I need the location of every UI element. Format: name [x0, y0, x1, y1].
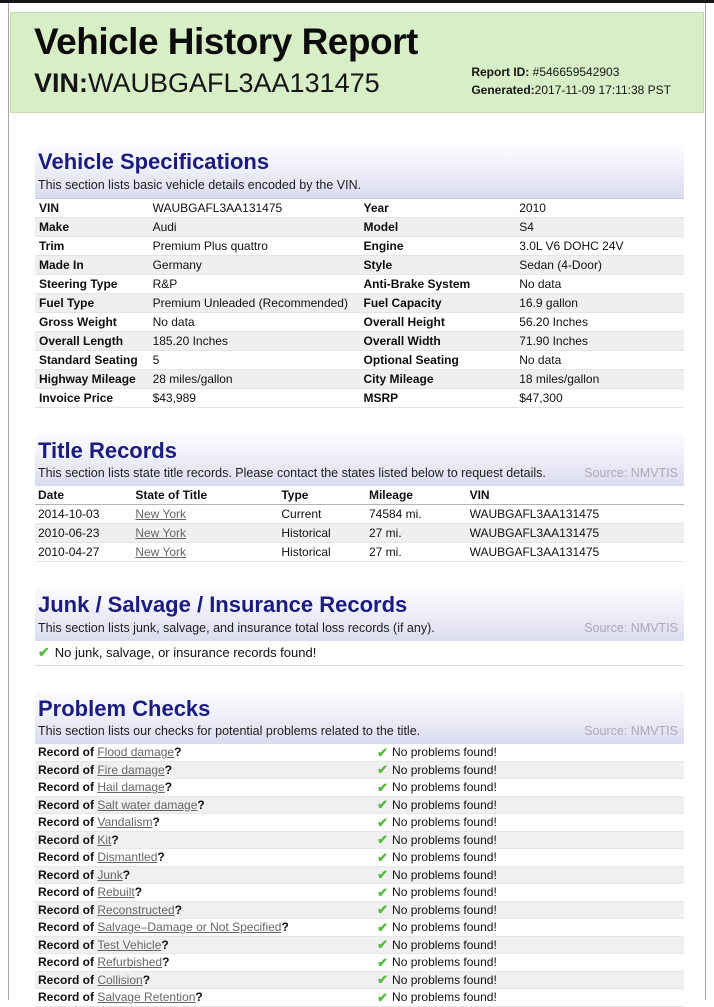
report-header — [10, 12, 704, 113]
spec-label: Gross Weight — [35, 312, 149, 331]
state-of-title-link[interactable]: New York — [135, 526, 187, 540]
question-mark: ? — [161, 937, 169, 952]
record-of-label: Record of — [38, 745, 98, 760]
check-icon: ✔ — [377, 797, 389, 813]
report-id-label: Report ID: — [471, 65, 530, 80]
problem-answer — [377, 903, 497, 917]
problem-check-row — [35, 954, 684, 972]
problem-answer — [377, 868, 497, 882]
no-problems-text: No problems found! — [392, 937, 497, 952]
title-record-cell — [132, 524, 278, 543]
check-icon: ✔ — [377, 814, 389, 830]
specs-table-body — [35, 198, 684, 407]
title-record-row — [35, 505, 684, 524]
spec-value: 71.90 Inches — [515, 331, 684, 350]
problem-answer — [377, 798, 497, 812]
check-icon: ✔ — [377, 972, 389, 988]
record-of-label: Record of — [38, 762, 98, 777]
title-record-row — [35, 543, 684, 562]
question-mark: ? — [162, 955, 170, 970]
no-problems-text: No problems found! — [392, 902, 497, 917]
question-mark: ? — [195, 990, 203, 1005]
spec-label: Engine — [359, 236, 515, 255]
junk-section-subtitle: This section lists junk, salvage, and insurance total loss records (if any). — [38, 620, 435, 635]
problem-answer — [377, 990, 497, 1004]
spec-value: 5 — [149, 350, 360, 369]
problem-question — [38, 903, 377, 917]
question-mark: ? — [174, 745, 182, 760]
no-problems-text: No problems found! — [392, 867, 497, 882]
report-title: Vehicle History Report — [34, 21, 418, 62]
problem-type-link[interactable]: Salt water damage — [97, 797, 198, 812]
spec-value: Sedan (4-Door) — [515, 255, 684, 274]
problems-section-header — [35, 691, 684, 745]
spec-value: $43,989 — [149, 388, 360, 407]
problem-question — [38, 798, 377, 812]
problem-type-link[interactable]: Vandalism — [97, 815, 153, 830]
spec-label: Year — [359, 198, 515, 217]
title-record-cell: 2010-06-23 — [38, 526, 100, 540]
problem-check-row — [35, 832, 684, 850]
spec-value: Audi — [149, 217, 360, 236]
spec-label: Style — [359, 255, 515, 274]
question-mark: ? — [134, 885, 143, 900]
junk-result-text: No junk, salvage, or insurance records found! — [54, 644, 317, 660]
problem-check-row — [35, 744, 684, 762]
spec-value: 56.20 Inches — [515, 312, 684, 331]
record-of-label: Record of — [38, 780, 98, 795]
spec-value: No data — [149, 312, 360, 331]
title-record-cell — [132, 543, 278, 562]
state-of-title-link[interactable]: New York — [135, 545, 187, 559]
problem-answer — [377, 745, 497, 759]
title-records-section-subtitle: This section lists state title records. Please contact the states listed below to request details. — [38, 466, 546, 480]
spec-value: $47,300 — [515, 388, 684, 407]
spec-value: R&P — [149, 274, 360, 293]
problem-check-row — [35, 972, 684, 990]
problem-type-link[interactable]: Reconstructed — [97, 902, 175, 917]
section-title-records — [35, 433, 684, 563]
problem-type-link[interactable]: Salvage Retention — [97, 990, 196, 1005]
problem-question — [38, 920, 377, 934]
specs-row — [35, 388, 684, 407]
specs-section-subtitle: This section lists basic vehicle details encoded by the VIN. — [38, 177, 362, 192]
problem-check-row — [35, 779, 684, 797]
problem-check-row — [35, 867, 684, 885]
report-page-frame — [8, 3, 706, 1005]
specs-row — [35, 274, 684, 293]
check-icon: ✔ — [377, 902, 389, 918]
vin-value: WAUBGAFL3AA131475 — [88, 67, 380, 98]
problem-answer — [377, 885, 497, 899]
title-records-section-title: Title Records — [38, 437, 177, 463]
title-records-body — [35, 505, 684, 562]
check-icon: ✔ — [377, 884, 389, 900]
spec-value: No data — [515, 274, 684, 293]
problem-answer — [377, 815, 497, 829]
problem-check-row — [35, 849, 684, 867]
column-header: Mileage — [366, 486, 467, 505]
problem-type-link[interactable]: Test Vehicle — [97, 937, 162, 952]
no-problems-text: No problems found! — [392, 972, 497, 987]
problem-question — [38, 990, 377, 1004]
title-record-cell: 27 mi. — [368, 545, 402, 559]
problem-answer — [377, 973, 497, 987]
title-record-cell: 2014-10-03 — [38, 507, 100, 521]
problems-section-subtitle: This section lists our checks for potential problems related to the title. — [38, 724, 421, 738]
specs-row — [35, 331, 684, 350]
question-mark: ? — [164, 762, 173, 777]
spec-label: Made In — [35, 255, 149, 274]
problem-type-link[interactable]: Rebuilt — [97, 885, 135, 900]
title-record-row — [35, 524, 684, 543]
check-icon: ✔ — [377, 989, 389, 1005]
record-of-label: Record of — [38, 850, 98, 865]
no-problems-text: No problems found! — [392, 762, 497, 777]
vin-label: VIN: — [34, 67, 88, 98]
title-record-cell: 27 mi. — [368, 526, 402, 540]
spec-value: 3.0L V6 DOHC 24V — [515, 236, 684, 255]
record-of-label: Record of — [38, 990, 98, 1005]
title-records-header-row — [35, 486, 684, 505]
section-junk-salvage-insurance — [35, 587, 684, 666]
title-record-cell: WAUBGAFL3AA131475 — [469, 545, 600, 559]
check-icon: ✔ — [377, 832, 389, 848]
report-id-line — [471, 64, 671, 81]
junk-section-header — [35, 587, 684, 641]
spec-value: 2010 — [515, 198, 684, 217]
title-record-cell: Current — [281, 507, 322, 521]
problems-source: Source: NMVTIS — [584, 724, 678, 738]
generated-label: Generated: — [471, 82, 535, 97]
question-mark: ? — [164, 780, 173, 795]
problem-type-link[interactable]: Fire damage — [97, 762, 165, 777]
spec-label: Standard Seating — [35, 350, 149, 369]
record-of-label: Record of — [38, 797, 98, 812]
specs-row — [35, 217, 684, 236]
problem-type-link[interactable]: Salvage–Damage or Not Specified — [97, 920, 282, 935]
problem-answer — [377, 833, 497, 847]
specs-row — [35, 198, 684, 217]
specs-row — [35, 312, 684, 331]
question-mark: ? — [111, 832, 119, 847]
question-mark: ? — [157, 850, 165, 865]
problem-question — [38, 955, 377, 969]
spec-value: 28 miles/gallon — [149, 369, 360, 388]
problem-answer — [377, 850, 497, 864]
specs-table — [35, 198, 684, 408]
no-problems-text: No problems found! — [392, 780, 497, 795]
spec-label: MSRP — [359, 388, 515, 407]
problem-checks-list — [35, 744, 684, 1007]
spec-value: Premium Unleaded (Recommended) — [149, 293, 360, 312]
problem-question — [38, 850, 377, 864]
title-record-cell: Historical — [281, 526, 331, 540]
spec-label: Make — [35, 217, 149, 236]
problem-question — [38, 868, 377, 882]
problem-check-row — [35, 884, 684, 902]
spec-label: City Mileage — [359, 369, 515, 388]
check-icon: ✔ — [377, 937, 389, 953]
specs-section-title: Vehicle Specifications — [38, 149, 270, 174]
spec-value: WAUBGAFL3AA131475 — [149, 198, 360, 217]
junk-section-title: Junk / Salvage / Insurance Records — [38, 592, 408, 617]
no-problems-text: No problems found! — [392, 832, 497, 847]
problem-type-link[interactable]: Dismantled — [97, 850, 158, 865]
state-of-title-link[interactable]: New York — [135, 507, 187, 521]
column-header: Type — [278, 486, 366, 505]
record-of-label: Record of — [38, 815, 98, 830]
question-mark: ? — [142, 972, 151, 987]
title-records-source: Source: NMVTIS — [584, 466, 678, 480]
spec-value: No data — [515, 350, 684, 369]
problem-check-row — [35, 937, 684, 955]
spec-value: 185.20 Inches — [149, 331, 360, 350]
spec-label: Fuel Capacity — [359, 293, 515, 312]
title-record-cell: 74584 mi. — [368, 507, 422, 521]
check-icon: ✔ — [377, 867, 389, 883]
record-of-label: Record of — [38, 832, 98, 847]
problem-question — [38, 973, 377, 987]
spec-value: 16.9 gallon — [515, 293, 684, 312]
spec-label: Overall Height — [359, 312, 515, 331]
check-icon: ✔ — [377, 919, 389, 935]
problem-question — [38, 938, 377, 952]
spec-label: Overall Width — [359, 331, 515, 350]
title-records-section-header — [35, 433, 684, 487]
column-header: State of Title — [132, 486, 278, 505]
problem-type-link[interactable]: Junk — [97, 867, 123, 882]
spec-label: VIN — [35, 198, 149, 217]
problem-check-row — [35, 814, 684, 832]
problem-answer — [377, 938, 497, 952]
spec-label: Model — [359, 217, 515, 236]
question-mark: ? — [197, 797, 205, 812]
spec-label: Anti-Brake System — [359, 274, 515, 293]
generated-line — [471, 82, 671, 99]
title-record-cell: Historical — [281, 545, 331, 559]
question-mark: ? — [174, 902, 183, 917]
spec-label: Overall Length — [35, 331, 149, 350]
specs-row — [35, 369, 684, 388]
check-icon: ✔ — [377, 954, 389, 970]
column-header: Date — [35, 486, 132, 505]
problem-type-link[interactable]: Flood damage — [97, 745, 175, 760]
record-of-label: Record of — [38, 955, 98, 970]
question-mark: ? — [122, 867, 131, 882]
record-of-label: Record of — [38, 885, 98, 900]
no-problems-text: No problems found! — [392, 850, 497, 865]
spec-label: Fuel Type — [35, 293, 149, 312]
section-vehicle-specifications — [35, 144, 684, 408]
specs-row — [35, 350, 684, 369]
spec-label: Trim — [35, 236, 149, 255]
title-record-cell — [132, 505, 278, 524]
problem-answer — [377, 920, 497, 934]
specs-section-header — [35, 144, 684, 198]
check-icon: ✔ — [377, 762, 389, 778]
spec-value: Germany — [149, 255, 360, 274]
problem-type-link[interactable]: Kit — [97, 832, 112, 847]
title-record-cell: WAUBGAFL3AA131475 — [469, 507, 600, 521]
spec-label: Steering Type — [35, 274, 149, 293]
title-records-table — [35, 486, 684, 562]
spec-label: Highway Mileage — [35, 369, 149, 388]
junk-source: Source: NMVTIS — [584, 620, 678, 635]
report-content — [9, 113, 705, 1007]
column-header: VIN — [467, 486, 684, 505]
problem-question — [38, 745, 377, 759]
problem-question — [38, 763, 377, 777]
problem-answer — [377, 780, 497, 794]
junk-result-row — [35, 641, 684, 666]
problem-type-link[interactable]: Hail damage — [97, 780, 165, 795]
problem-question — [38, 780, 377, 794]
specs-row — [35, 293, 684, 312]
title-record-cell: 2010-04-27 — [38, 545, 100, 559]
spec-value: Premium Plus quattro — [149, 236, 360, 255]
no-problems-text: No problems found! — [392, 955, 497, 970]
spec-label: Invoice Price — [35, 388, 149, 407]
title-record-cell: WAUBGAFL3AA131475 — [469, 526, 600, 540]
problem-check-row — [35, 919, 684, 937]
no-problems-text: No problems found! — [392, 920, 497, 935]
no-problems-text: No problems found! — [392, 885, 497, 900]
section-problem-checks — [35, 691, 684, 1007]
report-meta — [471, 64, 671, 99]
specs-row — [35, 255, 684, 274]
spec-value: 18 miles/gallon — [515, 369, 684, 388]
generated-value: 2017-11-09 17:11:38 PST — [534, 82, 671, 97]
question-mark: ? — [281, 920, 289, 935]
no-problems-text: No problems found! — [392, 745, 497, 760]
no-problems-text: No problems found! — [392, 815, 497, 830]
no-problems-text: No problems found! — [392, 990, 497, 1005]
problem-type-link[interactable]: Refurbished — [97, 955, 163, 970]
problems-section-title: Problem Checks — [38, 695, 211, 721]
problem-type-link[interactable]: Collision — [97, 972, 143, 987]
record-of-label: Record of — [38, 902, 98, 917]
no-problems-text: No problems found! — [392, 797, 497, 812]
report-id-value: #546659542903 — [529, 65, 620, 80]
check-icon: ✔ — [377, 744, 389, 760]
question-mark: ? — [152, 815, 160, 830]
record-of-label: Record of — [38, 972, 98, 987]
problem-check-row — [35, 989, 684, 1007]
problem-check-row — [35, 762, 684, 780]
problem-check-row — [35, 797, 684, 815]
problem-question — [38, 815, 377, 829]
specs-row — [35, 236, 684, 255]
spec-label: Optional Seating — [359, 350, 515, 369]
check-icon: ✔ — [38, 644, 50, 660]
record-of-label: Record of — [38, 920, 98, 935]
problem-question — [38, 885, 377, 899]
spec-value: S4 — [515, 217, 684, 236]
problem-check-row — [35, 902, 684, 920]
record-of-label: Record of — [38, 867, 98, 882]
check-icon: ✔ — [377, 779, 389, 795]
problem-answer — [377, 763, 497, 777]
problem-answer — [377, 955, 497, 969]
check-icon: ✔ — [377, 849, 389, 865]
problem-question — [38, 833, 377, 847]
record-of-label: Record of — [38, 937, 98, 952]
